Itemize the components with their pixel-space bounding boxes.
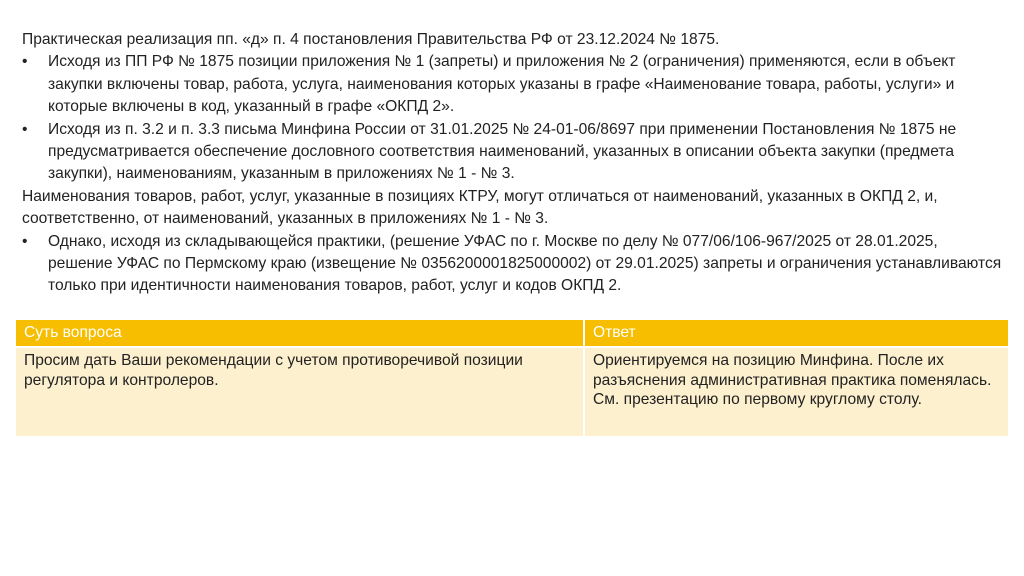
intro-text: Практическая реализация пп. «д» п. 4 постановления Правительства РФ от 23.12.2024 № 1875. (22, 31, 720, 48)
bullet-text: Исходя из ПП РФ № 1875 позиции приложения № 1 (запреты) и приложения № 2 (ограничения) применяются, если в объект закупки включены товар, работа, услуга, наименования которых указаны в графе «Наименование товара, работы, услуги» и которые включены в код, указанный в графе «ОКПД 2». (48, 53, 956, 116)
qa-table (16, 320, 1008, 436)
bullet-item (22, 51, 1002, 118)
table-header-row (16, 320, 1008, 347)
column-header-answer: Ответ (584, 320, 1008, 347)
bullet-item (22, 231, 1002, 298)
ktru-paragraph: Наименования товаров, работ, услуг, указанные в позициях КТРУ, могут отличаться от наименований, указанных в ОКПД 2, и, соответственно, от наименований, указанных в приложениях № 1 - № 3. (22, 187, 938, 228)
bullet-text: Исходя из п. 3.2 и п. 3.3 письма Минфина России от 31.01.2025 № 24-01-06/8697 при применении Постановления № 1875 не предусматривается обеспечение дословного соответствия наименований, указанных в описании объекта закупки (предмета закупки), наименованиям, указанным в приложениях № 1 - № 3. (48, 120, 957, 183)
bullet-marker: • (22, 53, 28, 71)
bullet-marker: • (22, 120, 28, 138)
column-header-question: Суть вопроса (16, 320, 584, 347)
bullet-item (22, 119, 1002, 186)
answer-cell: Ориентируемся на позицию Минфина. После их разъяснения административная практика поменялась. См. презентацию по первому круглому столу. (584, 347, 1008, 436)
bullet-text: Однако, исходя из складывающейся практики, (решение УФАС по г. Москве по делу № 077/06/106-967/2025 от 28.01.2025, решение УФАС по Пермскому краю (извещение № 0356200001825000002) от 29.01.2025) запреты и ограничения устанавливаются только при идентичности наименования товаров, работ, услуг и кодов ОКПД 2. (48, 232, 1002, 295)
slide-text (22, 29, 1002, 298)
question-cell: Просим дать Ваши рекомендации с учетом противоречивой позиции регулятора и контролеров. (16, 347, 584, 436)
bullet-marker: • (22, 232, 28, 250)
table-row (16, 347, 1008, 436)
